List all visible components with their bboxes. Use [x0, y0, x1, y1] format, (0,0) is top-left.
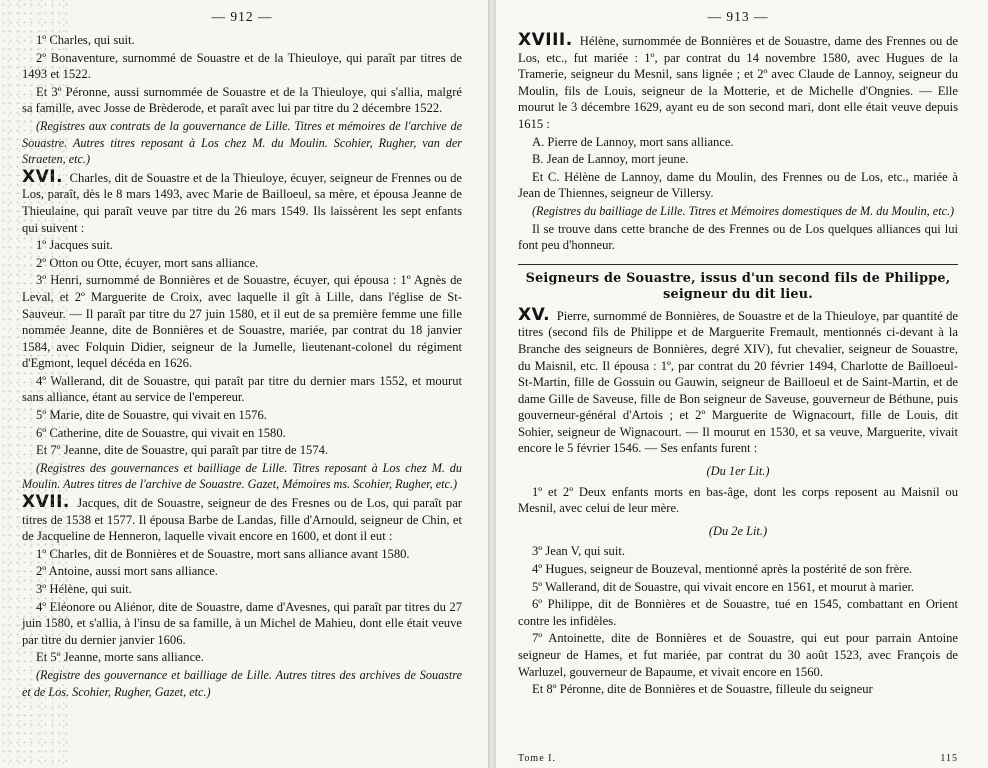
second-marriage-heading: (Du 2e Lit.)	[708, 523, 768, 538]
first-marriage-heading: (Du 1er Lit.)	[706, 464, 770, 479]
paragraph: Et 3º Péronne, aussi surnommée de Souastre et de la Thieuloye, qui s'allia, malgré sa famille, avec Josse de Brèderode, et paraît avec lui par titre du 2 décembre 1522.	[22, 84, 462, 116]
left-page-body	[22, 32, 462, 700]
paragraph	[518, 304, 958, 457]
paragraph-text: Jacques, dit de Souastre, seigneur de des Fresnes ou de Los, qui paraît par titres de 1538 et 1577. Il épousa Barbe de Landas, fille d'Arnould, seigneur de Chin, et de Jacqueline de Henneron, laquelle vivait encore en 1600, et dont il eut :	[22, 496, 462, 544]
paragraph: Il se trouve dans cette branche de des Frennes ou de Los quelques alliances qui lui font peu d'honneur.	[518, 221, 958, 253]
section-title: Seigneurs de Souastre, issus d'un second fils de Philippe, seigneur du dit lieu.	[525, 270, 951, 302]
right-page-top-section	[518, 32, 958, 254]
paragraph: 2º Bonaventure, surnommé de Souastre et de la Thieuloye, qui paraît par titres de 1493 et 1522.	[22, 50, 462, 82]
first-marriage-children	[518, 484, 958, 517]
paragraph: Et 5º Jeanne, morte sans alliance.	[36, 650, 204, 665]
paragraph: 1º Jacques suit.	[36, 238, 114, 253]
degree-number: XV.	[518, 304, 557, 325]
left-page	[0, 0, 488, 768]
paragraph	[518, 32, 958, 133]
paragraph: 1º Charles, qui suit.	[36, 33, 135, 47]
paragraph: 1º et 2º Deux enfants morts en bas-âge, dont les corps reposent au Maisnil ou Mesnil, avec celui de leur mère.	[518, 484, 958, 516]
paragraph: (Registres des gouvernances et bailliage de Lille. Titres reposant à Los chez M. du Moulin. Autres titres de l'archive de Souastre. Gazet, Mémoires ms. Scohier, Rugher, etc.)	[22, 460, 462, 492]
right-page-degree-xv	[518, 304, 958, 457]
paragraph: Et 8º Péronne, dite de Bonnières et de Souastre, filleule du seigneur	[532, 682, 873, 697]
page-number-left: — 912 —	[211, 9, 273, 24]
book-gutter	[488, 0, 496, 768]
paragraph	[22, 166, 463, 236]
paragraph: Et C. Hélène de Lannoy, dame du Moulin, des Frennes ou de Los, etc., mariée à Jean de Thiennes, seigneur de Villersy.	[518, 169, 958, 201]
paragraph: 5º Wallerand, dit de Souastre, qui vivait encore en 1561, et mourut à marier.	[532, 579, 915, 594]
paragraph	[22, 494, 462, 545]
paragraph-text: Charles, dit de Souastre et de la Thieuloye, écuyer, seigneur de Frennes ou de Los, paraît, dès le 8 mars 1493, avec Marie de Bailloeul, sa mère, et épousa Jeanne de Thieulaine, qui paraît veuve par titre du 26 mars 1549. Ils laissèrent les sept enfants qui suivent :	[22, 170, 463, 235]
page-number-right: — 913 —	[707, 9, 769, 24]
second-marriage-children	[518, 543, 958, 697]
footer-signature: 115	[940, 753, 958, 764]
paragraph: 7º Antoinette, dite de Bonnières et de Souastre, qui eut pour parrain Antoine seigneur de Hames, et fut mariée, par contrat du 30 août 1523, avec François de Warluzel, gouverneur de Bapaume, et vivait encore en 1560.	[518, 631, 958, 679]
page-footer	[518, 753, 958, 764]
degree-number: XVII.	[22, 492, 78, 513]
paragraph: 3º Henri, surnommé de Bonnières et de Souastre, écuyer, qui épousa : 1º Agnès de Leval, et 2º Marguerite de Croix, avec laquelle il gît à Lille, dans l'église de St-Sauveur. — Il paraît par titre du 27 juin 1580, et il eut de sa première femme une fille nommée Jeanne, dite de Bonnières et de Souastre, mariée, par contrat du 18 janvier 1584, avec Folquin Didier, seigneur de la Jumelle, lieutenant-colonel du régiment d'Egmont, lequel décéda en 1626.	[22, 273, 462, 371]
paragraph: 2º Otton ou Otte, écuyer, mort sans alliance.	[36, 255, 259, 270]
degree-number: XVI.	[22, 166, 70, 187]
paragraph: 6º Philippe, dit de Bonnières et de Souastre, tué en 1545, combattant en Orient contre les infidèles.	[518, 597, 958, 628]
paragraph: (Registre des gouvernance et bailliage de Lille. Autres titres des archives de Souastre et de Los. Scohier, Rugher, Gazet, etc.)	[22, 667, 462, 699]
paragraph: 4º Eléonore ou Aliénor, dite de Souastre, dame d'Avesnes, qui paraît par titres du 27 juin 1580, et s'allia, à l'insu de sa famille, à un Michel de Mahieu, dont elle était veuve par titre du dernier janvier 1606.	[22, 599, 462, 647]
paragraph: A. Pierre de Lannoy, mort sans alliance.	[532, 134, 734, 149]
paragraph: (Registres aux contrats de la gouvernance de Lille. Titres et mémoires de l'archive de Souastre. Autres titres reposant à Los chez M. du Moulin. Scohier, Rugher, van der Straeten, etc.)	[22, 118, 462, 167]
paragraph-text: Hélène, surnommée de Bonnières et de Souastre, dame des Frennes ou de Los, etc., fut mariée : 1º, par contrat du 14 novembre 1580, avec Hugues de la Tramerie, seigneur du Mesnil, sans lignée ; et 2º avec Claude de Lannoy, seigneur du Moulin, fils de Louis, seigneur de la Motterie, et de Michelle d'Ongnies. — Elle mourut le 3 décembre 1629, ayant eu de son second mari, dont elle était veuve depuis 1615 :	[518, 34, 958, 131]
paragraph: 1º Charles, dit de Bonnières et de Souastre, mort sans alliance avant 1580.	[36, 546, 410, 561]
paragraph: (Registres du bailliage de Lille. Titres et Mémoires domestiques de M. du Moulin, etc.)	[532, 203, 955, 218]
paragraph: 3º Hélène, qui suit.	[36, 582, 132, 596]
paragraph: 5º Marie, dite de Souastre, qui vivait en 1576.	[36, 408, 267, 423]
paragraph: 4º Hugues, seigneur de Bouzeval, mentionné après la postérité de son frère.	[532, 562, 913, 577]
degree-number: XVIII.	[518, 30, 580, 50]
paragraph: 6º Catherine, dite de Souastre, qui vivait en 1580.	[36, 425, 286, 440]
footer-volume: Tome I.	[518, 753, 556, 764]
right-page	[496, 0, 988, 768]
paragraph: 3º Jean V, qui suit.	[532, 544, 626, 559]
paragraph-text: Pierre, surnommé de Bonnières, de Souastre et de la Thieuloye, par quantité de titres (second fils de Philippe et de Marguerite Fremault, mentionnés ci-devant à la Branche des seigneurs de Bonnières, degré XIV), fut chevalier, seigneur de Souastre, du Maisnil, etc. Il épousa : 1º, par contrat du 20 février 1494, Charlotte de Bailloeul-St-Martin, fille de Gossuin ou Gauwin, seigneur de Bailloeul et de Saint-Martin, et de dame Gille de Saveuse, fille de Bon seigneur de Saveuse, gouverneur de Béthune, puis gouverneur-général d'Artois ; et 2º Marguerite de Wignacourt, fille de Louis, dit Sohier, seigneur de Wignacourt. — Il mourut en 1530, et sa veuve, Marguerite, vivait encore le 5 février 1546. — Ses enfants furent :	[518, 308, 958, 456]
paragraph: 2º Antoine, aussi mort sans alliance.	[36, 564, 218, 579]
section-divider	[518, 264, 958, 265]
paragraph: B. Jean de Lannoy, mort jeune.	[532, 152, 689, 167]
paragraph: Et 7º Jeanne, dite de Souastre, qui paraît par titre de 1574.	[36, 443, 329, 458]
paragraph: 4º Wallerand, dit de Souastre, qui paraît par titre du dernier mars 1552, et mourut sans alliance, étant au service de l'empereur.	[22, 373, 462, 405]
